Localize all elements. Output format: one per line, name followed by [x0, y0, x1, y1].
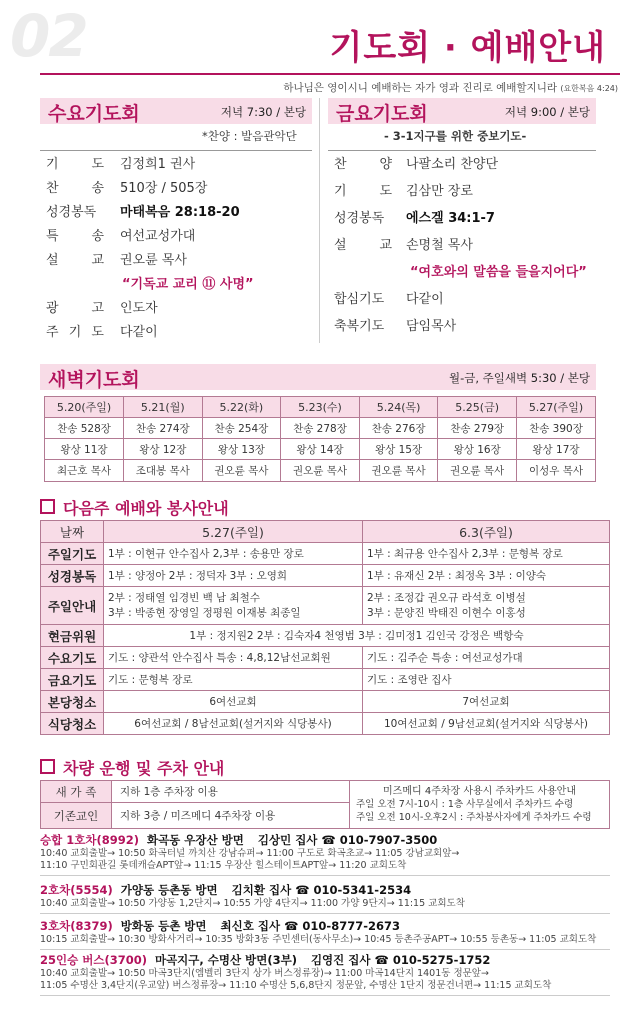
wednesday-row-value: “기독교 교리 ⑪ 사명”	[122, 277, 254, 292]
wednesday-row-value: 마태복음 28:18-20	[120, 205, 240, 220]
dawn-heading: 새벽기도회	[48, 369, 140, 391]
dawn-row-readings	[45, 439, 596, 460]
service-row-line: 2부 : 정태열 임경빈 백 남 최철수	[108, 591, 260, 604]
service-row-label: 성경봉독	[41, 565, 104, 587]
friday-row-label: 합심기도	[334, 292, 385, 307]
service-row-value: 6여선교회	[104, 691, 363, 713]
next-week-heading-text: 다음주 예배와 봉사안내	[63, 499, 229, 518]
friday-row-value: 손명철 목사	[406, 238, 473, 253]
service-row-value	[363, 587, 610, 625]
dawn-preacher-cell: 조대봉 목사	[123, 460, 202, 482]
bus-name: 3호차(8379)	[40, 919, 113, 933]
service-date2: 6.3(주일)	[363, 521, 610, 543]
dawn-row-dates	[45, 397, 596, 418]
service-row	[41, 587, 610, 625]
bus-title-line	[40, 952, 610, 968]
service-col-label: 날짜	[41, 521, 104, 543]
wednesday-row-value: 김정희1 권사	[120, 157, 196, 172]
friday-divider	[328, 150, 596, 151]
bus-route-area: 방화동 등촌 방면	[120, 919, 207, 933]
bus-divider	[40, 875, 610, 876]
dawn-header	[40, 364, 596, 390]
dawn-row-preachers	[45, 460, 596, 482]
service-row-label: 주일기도	[41, 543, 104, 565]
wednesday-row-value: 여선교성가대	[120, 229, 196, 244]
dawn-date-cell: 5.24(목)	[359, 397, 438, 418]
page-number: 02	[10, 2, 87, 70]
service-row-label: 현금위원	[41, 625, 104, 647]
bus-divider	[40, 995, 610, 996]
friday-row-label: 설 교	[334, 238, 392, 253]
service-row	[41, 543, 610, 565]
dawn-preacher-cell: 이성우 목사	[516, 460, 595, 482]
friday-row-value: 에스겔 34:1-7	[406, 211, 495, 226]
parking-heading-text: 차량 운행 및 주차 안내	[63, 759, 225, 778]
wednesday-row-value: 510장 / 505장	[120, 181, 208, 196]
dawn-reading-cell: 왕상 15장	[359, 439, 438, 460]
dawn-row-hymns	[45, 418, 596, 439]
dawn-reading-cell: 왕상 14장	[281, 439, 360, 460]
friday-header	[328, 98, 596, 124]
dawn-hymn-cell: 찬송 390장	[516, 418, 595, 439]
friday-heading: 금요기도회	[336, 103, 428, 125]
square-bullet-icon	[40, 759, 55, 774]
service-row-value: 1부 : 정지원2 2부 : 김숙자4 천영범 3부 : 김미정1 김인국 강정은 백항숙	[104, 625, 610, 647]
parking-label-member: 기존교인	[41, 803, 112, 829]
service-row-value: 기도 : 문형복 장로	[104, 669, 363, 691]
dawn-hymn-cell: 찬송 274장	[123, 418, 202, 439]
parking-card-line: 주일 오전 10시-오후2시 : 주차봉사자에게 주차카드 수령	[356, 812, 592, 823]
service-row-value: 1부 : 유재신 2부 : 최정옥 3부 : 이양숙	[363, 565, 610, 587]
parking-label-newcomer: 새 가 족	[41, 781, 112, 803]
friday-row-label: 찬 양	[334, 157, 392, 172]
bus-name: 2호차(5554)	[40, 883, 113, 897]
square-bullet-icon	[40, 499, 55, 514]
wednesday-header	[40, 98, 312, 124]
dawn-hymn-cell: 찬송 278장	[281, 418, 360, 439]
service-date1: 5.27(주일)	[104, 521, 363, 543]
dawn-hymn-cell: 찬송 276장	[359, 418, 438, 439]
bus-divider	[40, 913, 610, 914]
bus-name: 25인승 버스(3700)	[40, 953, 147, 967]
service-row-value: 기도 : 조영란 집사	[363, 669, 610, 691]
parking-card-info	[350, 781, 610, 829]
parking-card-title: 미즈메디 4주차장 사용시 주차카드 사용안내	[383, 786, 576, 797]
subtitle-ref: (요한복음 4:24)	[560, 84, 618, 93]
dawn-reading-cell: 왕상 17장	[516, 439, 595, 460]
bus-driver: 김치환 집사 ☎ 010-5341-2534	[231, 883, 412, 897]
dawn-date-cell: 5.23(수)	[281, 397, 360, 418]
bus-route	[40, 832, 610, 876]
service-row-label: 금요기도	[41, 669, 104, 691]
wednesday-row-value: 권오륜 목사	[120, 253, 187, 268]
wednesday-row-label: 설 교	[46, 253, 104, 268]
bus-divider	[40, 949, 610, 950]
service-row-value: 10여선교회 / 9남선교회(설거지와 식당봉사)	[363, 713, 610, 735]
dawn-date-cell: 5.22(화)	[202, 397, 281, 418]
service-header-row	[41, 521, 610, 543]
scripture-subtitle	[283, 80, 618, 95]
page-title: 기도회 · 예배안내	[329, 28, 606, 68]
wednesday-row-label: 성경봉독	[46, 205, 97, 220]
service-row-value: 1부 : 양정아 2부 : 정덕자 3부 : 오영희	[104, 565, 363, 587]
service-row-value	[104, 587, 363, 625]
friday-row-value: “여호와의 말씀을 들을지어다”	[410, 265, 587, 280]
subtitle-text: 하나님은 영이시니 예배하는 자가 영과 진리로 예배할지니라	[283, 82, 557, 94]
service-row-label: 본당청소	[41, 691, 104, 713]
wednesday-row-value: 인도자	[120, 301, 158, 316]
service-row-label: 식당청소	[41, 713, 104, 735]
column-divider	[319, 98, 320, 343]
dawn-hymn-cell: 찬송 528장	[45, 418, 124, 439]
parking-heading	[40, 756, 224, 779]
dawn-reading-cell: 왕상 13장	[202, 439, 281, 460]
friday-row-value: 담임목사	[406, 319, 457, 334]
service-row	[41, 565, 610, 587]
dawn-preacher-cell: 권오륜 목사	[359, 460, 438, 482]
dawn-reading-cell: 왕상 16장	[438, 439, 517, 460]
wednesday-row-label: 특 송	[46, 229, 104, 244]
service-row-line: 2부 : 조정갑 권오규 라석호 이병설	[367, 591, 526, 604]
bus-stop-line: 11:10 구민회관길 롯데캐슬APT앞→ 11:15 우장산 힐스테이트APT앞→ 11:20 교회도착	[40, 860, 407, 871]
wednesday-row-label: 기 도	[46, 157, 104, 172]
dawn-hymn-cell: 찬송 254장	[202, 418, 281, 439]
service-row-value: 6여선교회 / 8남선교회(설거지와 식당봉사)	[104, 713, 363, 735]
service-row-line: 3부 : 문양진 박태진 이현수 이홍성	[367, 606, 526, 619]
friday-row-value: 다같이	[406, 292, 444, 307]
service-row-value: 기도 : 양관석 안수집사 특송 : 4,8,12남선교회원	[104, 647, 363, 669]
bus-route	[40, 918, 610, 950]
service-row	[41, 713, 610, 735]
next-week-heading	[40, 496, 229, 519]
service-row-label: 수요기도	[41, 647, 104, 669]
service-row	[41, 625, 610, 647]
friday-row-value: 나팔소리 찬양단	[406, 157, 499, 172]
bus-title-line	[40, 832, 610, 848]
bus-driver: 최신호 집사 ☎ 010-8777-2673	[220, 919, 400, 933]
wednesday-time: 저녁 7:30 / 본당	[220, 105, 306, 119]
bus-route-area: 화곡동 우장산 방면	[146, 833, 244, 847]
bus-stop-line: 11:05 수명산 3,4단지(우교앞) 버스정류장→ 11:10 수명산 5,6,8단지 정문앞, 수명산 1단지 정문건너편→ 11:15 교회도착	[40, 980, 552, 991]
wednesday-note: *찬양 : 발음관악단	[202, 129, 297, 143]
bus-driver: 김영진 집사 ☎ 010-5275-1752	[310, 953, 491, 967]
dawn-preacher-cell: 최근호 목사	[45, 460, 124, 482]
friday-row-label: 기 도	[334, 184, 392, 199]
bus-title-line	[40, 918, 610, 934]
service-row	[41, 669, 610, 691]
dawn-date-cell: 5.27(주일)	[516, 397, 595, 418]
bus-driver: 김상민 집사 ☎ 010-7907-3500	[257, 833, 438, 847]
service-row-label: 주일안내	[41, 587, 104, 625]
dawn-hymn-cell: 찬송 279장	[438, 418, 517, 439]
wednesday-row-label: 찬 송	[46, 181, 104, 196]
bus-stop-line: 10:40 교회출발→ 10:50 화곡터널 까치산 강남슈퍼→ 11:00 구도로 화곡초교→ 11:05 강남교회앞→	[40, 848, 460, 859]
title-divider	[40, 73, 620, 75]
dawn-reading-cell: 왕상 11장	[45, 439, 124, 460]
dawn-schedule-table	[44, 396, 596, 482]
service-row	[41, 691, 610, 713]
service-row-value: 7여선교회	[363, 691, 610, 713]
wednesday-row-label: 주 기 도	[46, 325, 104, 340]
service-row-value: 1부 : 최규용 안수집사 2,3부 : 문형복 장로	[363, 543, 610, 565]
service-row-value: 기도 : 김주순 특송 : 여선교성가대	[363, 647, 610, 669]
bus-route	[40, 882, 610, 914]
service-row	[41, 647, 610, 669]
friday-note: - 3-1지구를 위한 중보기도-	[384, 129, 527, 143]
parking-value-member: 지하 3층 / 미즈메디 4주차장 이용	[112, 803, 350, 829]
dawn-preacher-cell: 권오륜 목사	[281, 460, 360, 482]
parking-card-line: 주일 오전 7시-10시 : 1층 사무실에서 주차카드 수령	[356, 799, 574, 810]
service-roster-table	[40, 520, 610, 735]
friday-row-label: 성경봉독	[334, 211, 385, 226]
wednesday-divider	[40, 150, 312, 151]
bus-title-line	[40, 882, 610, 898]
dawn-date-cell: 5.20(주일)	[45, 397, 124, 418]
friday-row-value: 김삼만 장로	[406, 184, 473, 199]
friday-time: 저녁 9:00 / 본당	[504, 105, 590, 119]
bus-stop-line: 10:40 교회출발→ 10:50 가양동 1,2단지→ 10:55 가양 4단지→ 11:00 가양 9단지→ 11:15 교회도착	[40, 898, 465, 909]
dawn-reading-cell: 왕상 12장	[123, 439, 202, 460]
bus-route	[40, 952, 610, 996]
bus-route-area: 마곡지구, 수명산 방면(3부)	[154, 953, 297, 967]
dawn-preacher-cell: 권오륜 목사	[202, 460, 281, 482]
service-row-line: 3부 : 박종현 장영일 정평원 이재봉 최종일	[108, 606, 301, 619]
dawn-preacher-cell: 권오륜 목사	[438, 460, 517, 482]
bus-name: 승합 1호차(8992)	[40, 833, 139, 847]
dawn-date-cell: 5.21(월)	[123, 397, 202, 418]
bus-route-area: 가양동 등촌동 방면	[120, 883, 218, 897]
bus-stop-line: 10:40 교회출발→ 10:50 마곡3단지(엠벨리 3단지 상가 버스정류장)→ 11:00 마곡14단지 1401동 정문앞→	[40, 968, 489, 979]
parking-value-newcomer: 지하 1층 주차장 이용	[112, 781, 350, 803]
service-row-value: 1부 : 이현규 안수집사 2,3부 : 송용만 장로	[104, 543, 363, 565]
wednesday-row-label: 광 고	[46, 301, 104, 316]
wednesday-row-value: 다같이	[120, 325, 158, 340]
wednesday-heading: 수요기도회	[48, 103, 140, 125]
dawn-date-cell: 5.25(금)	[438, 397, 517, 418]
dawn-time: 월-금, 주일새벽 5:30 / 본당	[449, 371, 590, 385]
friday-row-label: 축복기도	[334, 319, 385, 334]
bus-stop-line: 10:15 교회출발→ 10:30 방화사거리→ 10:35 방화3동 주민센터(동사무소)→ 10:45 등촌주공APT→ 10:55 등촌동→ 11:05 교회도착	[40, 934, 597, 945]
parking-table	[40, 780, 610, 829]
